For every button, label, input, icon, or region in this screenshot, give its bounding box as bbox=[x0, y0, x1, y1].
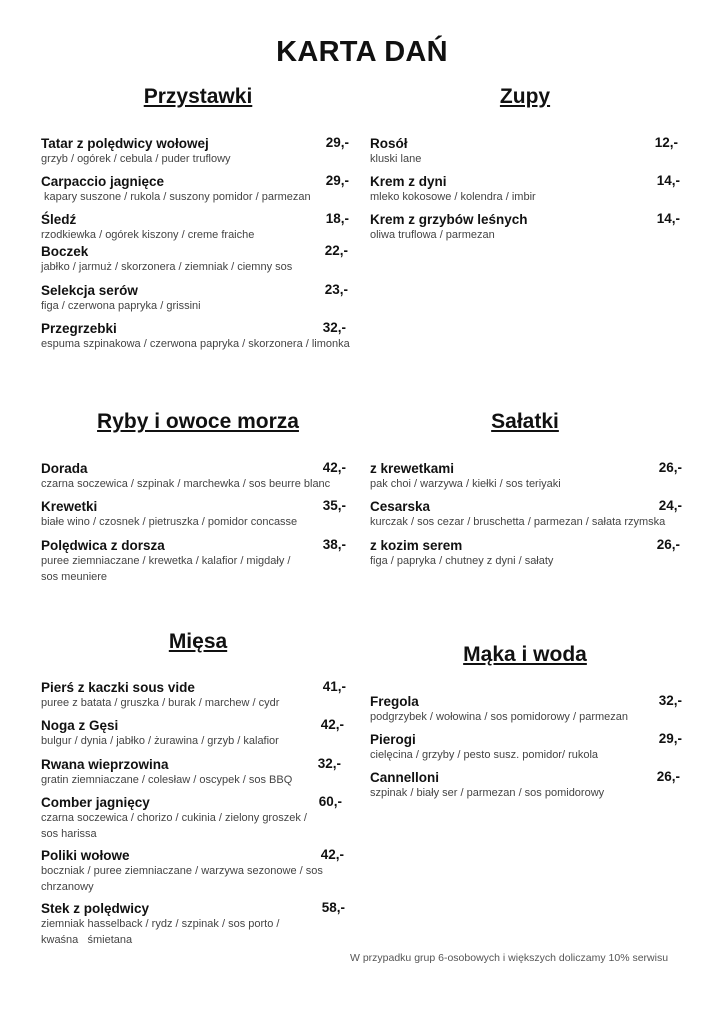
menu-item bbox=[370, 769, 680, 802]
menu-item bbox=[370, 173, 680, 206]
page-title: KARTA DAŃ bbox=[276, 36, 448, 68]
dish-description: figa / papryka / chutney z dyni / sałaty bbox=[370, 555, 554, 567]
dish-description: mleko kokosowe / kolendra / imbir bbox=[370, 191, 536, 203]
dish-name: Dorada bbox=[41, 461, 88, 476]
dish-price: 32,- bbox=[658, 693, 682, 708]
section-title-zupy: Zupy bbox=[499, 85, 551, 108]
menu-item bbox=[41, 173, 349, 206]
dish-name: Śledź bbox=[41, 212, 77, 227]
dish-price: 14,- bbox=[656, 173, 680, 188]
dish-description: kluski lane bbox=[370, 153, 422, 165]
dish-name: Krem z grzybów leśnych bbox=[370, 212, 528, 227]
dish-price: 12,- bbox=[654, 135, 678, 150]
dish-price: 29,- bbox=[658, 731, 682, 746]
dish-description: gratin ziemniaczane / colesław / oscypek / sos BBQ bbox=[41, 774, 293, 786]
dish-name: Pierś z kaczki sous vide bbox=[41, 680, 195, 695]
dish-price: 29,- bbox=[325, 173, 349, 188]
dish-price: 32,- bbox=[322, 320, 346, 335]
dish-description: białe wino / czosnek / pietruszka / pomidor concasse bbox=[41, 516, 298, 528]
dish-price: 32,- bbox=[317, 756, 341, 771]
dish-name: Noga z Gęsi bbox=[41, 718, 119, 733]
menu-item bbox=[41, 794, 342, 842]
section-title-przystawki: Przystawki bbox=[143, 85, 253, 108]
dish-name: Przegrzebki bbox=[41, 321, 117, 336]
dish-name: Fregola bbox=[370, 694, 419, 709]
menu-item bbox=[41, 537, 346, 585]
dish-description: rzodkiewka / ogórek kiszony / creme fraiche bbox=[41, 229, 255, 241]
dish-description: czarna soczewica / szpinak / marchewka / sos beurre blanc bbox=[41, 478, 331, 490]
dish-price: 22,- bbox=[324, 243, 348, 258]
dish-description: grzyb / ogórek / cebula / puder truflowy bbox=[41, 153, 231, 165]
dish-price: 60,- bbox=[318, 794, 342, 809]
dish-name: Rosół bbox=[370, 136, 408, 151]
dish-name: Boczek bbox=[41, 244, 89, 259]
menu-item bbox=[41, 498, 346, 531]
dish-name: Selekcja serów bbox=[41, 283, 138, 298]
menu-item bbox=[41, 847, 344, 895]
dish-name: Cannelloni bbox=[370, 770, 440, 785]
dish-description: cielęcina / grzyby / pesto susz. pomidor/ rukola bbox=[370, 749, 599, 761]
menu-item bbox=[41, 320, 350, 353]
menu-item bbox=[41, 243, 348, 276]
dish-description: podgrzybek / wołowina / sos pomidorowy / parmezan bbox=[370, 711, 629, 723]
menu-item bbox=[370, 537, 680, 570]
dish-price: 24,- bbox=[658, 498, 682, 513]
menu-item bbox=[370, 460, 682, 493]
service-charge-note: W przypadku grup 6-osobowych i większych doliczamy 10% serwisu bbox=[350, 952, 669, 964]
dish-price: 26,- bbox=[656, 769, 680, 784]
dish-description: szpinak / biały ser / parmezan / sos pomidorowy bbox=[370, 787, 605, 799]
section-title-ryby: Ryby i owoce morza bbox=[97, 410, 299, 433]
dish-name: Tatar z polędwicy wołowej bbox=[41, 136, 209, 151]
dish-name: Krewetki bbox=[41, 499, 98, 514]
dish-price: 26,- bbox=[656, 537, 680, 552]
menu-item bbox=[41, 679, 346, 712]
dish-description: ziemniak hasselback / rydz / szpinak / sos porto / kwaśna śmietana bbox=[41, 918, 283, 946]
menu-item bbox=[41, 282, 348, 315]
dish-price: 42,- bbox=[320, 717, 344, 732]
dish-name: Polędwica z dorsza bbox=[41, 538, 165, 553]
dish-description: figa / czerwona papryka / grissini bbox=[41, 300, 201, 312]
dish-description: jabłko / jarmuż / skorzonera / ziemniak / ciemny sos bbox=[41, 261, 293, 273]
menu-item bbox=[41, 900, 345, 948]
dish-price: 18,- bbox=[325, 211, 349, 226]
dish-name: Rwana wieprzowina bbox=[41, 757, 169, 772]
menu-item bbox=[370, 135, 678, 168]
dish-description: pak choi / warzywa / kiełki / sos teriyaki bbox=[370, 478, 561, 490]
section-title-miesa: Mięsa bbox=[168, 630, 228, 653]
menu-item bbox=[41, 756, 341, 789]
dish-description: puree ziemniaczane / krewetka / kalafior / migdały / sos meuniere bbox=[41, 555, 291, 583]
dish-name: Comber jagnięcy bbox=[41, 795, 150, 810]
dish-description: puree z batata / gruszka / burak / marchew / cydr bbox=[41, 697, 280, 709]
dish-description: boczniak / puree ziemniaczane / warzywa sezonowe / sos chrzanowy bbox=[41, 865, 323, 893]
dish-name: z kozim serem bbox=[370, 538, 463, 553]
menu-item bbox=[370, 693, 682, 726]
dish-price: 58,- bbox=[321, 900, 345, 915]
dish-name: Stek z polędwicy bbox=[41, 901, 150, 916]
dish-price: 42,- bbox=[322, 460, 346, 475]
dish-description: espuma szpinakowa / czerwona papryka / skorzonera / limonka bbox=[41, 338, 350, 350]
dish-name: Cesarska bbox=[370, 499, 431, 514]
section-title-maka: Mąka i woda bbox=[463, 643, 587, 666]
menu-item bbox=[41, 211, 349, 244]
dish-description: bulgur / dynia / jabłko / żurawina / grzyb / kalafior bbox=[41, 735, 279, 747]
dish-name: Carpaccio jagnięce bbox=[41, 174, 165, 189]
menu-item bbox=[370, 731, 682, 764]
dish-price: 42,- bbox=[320, 847, 344, 862]
dish-name: z krewetkami bbox=[370, 461, 455, 476]
dish-price: 23,- bbox=[324, 282, 348, 297]
menu-item bbox=[41, 717, 344, 750]
dish-name: Pierogi bbox=[370, 732, 416, 747]
dish-description: kurczak / sos cezar / bruschetta / parmezan / sałata rzymska bbox=[370, 516, 666, 528]
menu-item bbox=[370, 498, 682, 531]
dish-price: 26,- bbox=[658, 460, 682, 475]
dish-price: 41,- bbox=[322, 679, 346, 694]
dish-name: Krem z dyni bbox=[370, 174, 447, 189]
dish-price: 14,- bbox=[656, 211, 680, 226]
dish-price: 29,- bbox=[325, 135, 349, 150]
menu-item bbox=[41, 460, 346, 493]
dish-price: 38,- bbox=[322, 537, 346, 552]
dish-name: Poliki wołowe bbox=[41, 848, 130, 863]
menu-item bbox=[370, 211, 680, 244]
menu-item bbox=[41, 135, 349, 168]
dish-price: 35,- bbox=[322, 498, 346, 513]
dish-description: kapary suszone / rukola / suszony pomidor / parmezan bbox=[41, 191, 311, 203]
dish-description: oliwa truflowa / parmezan bbox=[370, 229, 495, 241]
dish-description: czarna soczewica / chorizo / cukinia / zielony groszek / sos harissa bbox=[41, 812, 307, 840]
section-title-salatki: Sałatki bbox=[491, 410, 559, 433]
